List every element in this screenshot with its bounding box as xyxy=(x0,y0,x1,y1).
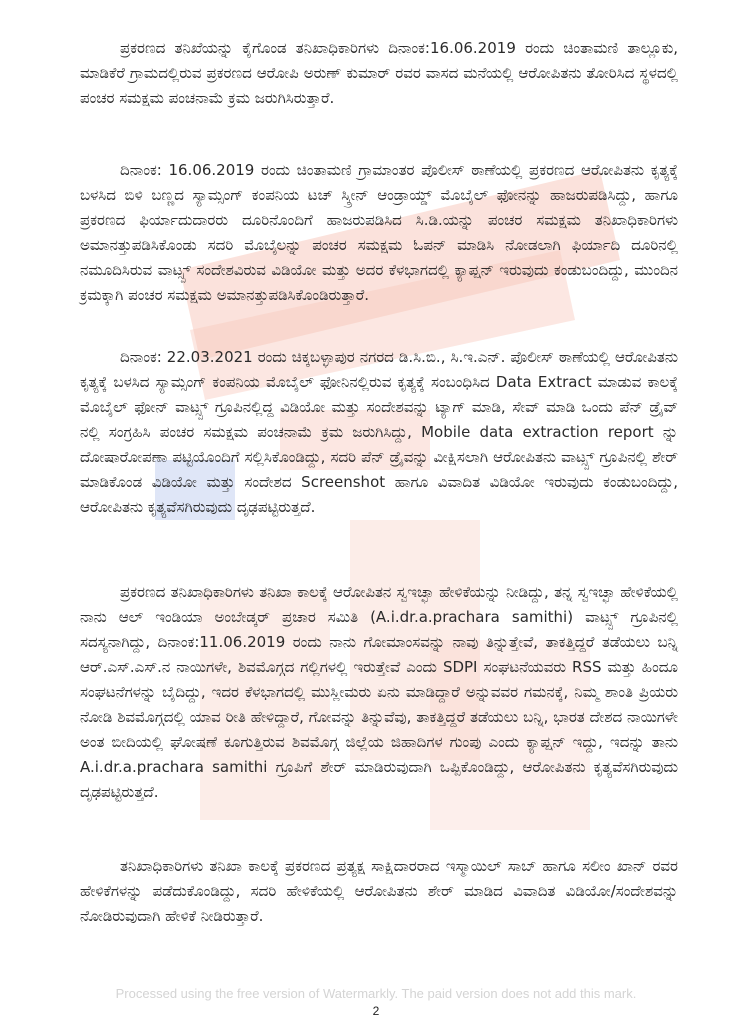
paragraph-voluntary-statement: ಪ್ರಕರಣದ ತನಿಖಾಧಿಕಾರಿಗಳು ತನಿಖಾ ಕಾಲಕ್ಕೆ ಆರೋಪಿತನ ಸ್ವಇಚ್ಛಾ ಹೇಳಿಕೆಯನ್ನು ನೀಡಿದ್ದು, ತನ್ನ ಸ್ವಇಚ್ಛಾ ಹೇಳಿಕೆಯಲ್ಲಿ ನಾನು ಆಲ್ ಇಂಡಿಯಾ ಅಂಬೇಡ್ಕರ್ ಪ್ರಚಾರ ಸಮಿತಿ (A.i.dr.a.prachara samithi) ವಾಟ್ಸ್ಪ್ ಗ್ರೂಪಿನಲ್ಲಿ ಸದಸ್ಯನಾಗಿದ್ದು, ದಿನಾಂಕ:11.06.2019 ರಂದು ನಾನು ಗೋಮಾಂಸವನ್ನು ನಾವು ತಿನ್ನುತ್ತೇವೆ, ತಾಕತ್ತಿದ್ದರೆ ತಡೆಯಲು ಬನ್ನಿ ಆರ್.ಎಸ್.ಎಸ್.ನ ನಾಯಿಗಳೇ, ಶಿವಮೊಗ್ಗದ ಗಲ್ಲಿಗಳಲ್ಲಿ ಇರುತ್ತೇವೆ ಎಂದು SDPI ಸಂಘಟನೆಯವರು RSS ಮತ್ತು ಹಿಂದೂ ಸಂಘಟನೆಗಳನ್ನು ಬೈದಿದ್ದು, ಇದರ ಕೆಳಭಾಗದಲ್ಲಿ ಮುಸ್ಲೀಮರು ಏನು ಮಾಡಿದ್ದಾರೆ ಅನ್ನುವವರ ಗಮನಕ್ಕೆ, ನಿಮ್ಮ ಶಾಂತಿ ಪ್ರಿಯರು ನೋಡಿ ಶಿವಮೊಗ್ಗದಲ್ಲಿ ಯಾವ ರೀತಿ ಹೇಳಿದ್ದಾರೆ, ಗೋವನ್ನು ತಿನ್ನುವೆವು, ತಾಕತ್ತಿದ್ದರೆ ತಡೆಯಲು ಬನ್ನಿ, ಭಾರತ ದೇಶದ ನಾಯಿಗಳೇ ಅಂತ ಬೀದಿಯಲ್ಲಿ ಘೋಷಣೆ ಕೂಗುತ್ತಿರುವ ಶಿವಮೊಗ್ಗ ಜಿಲ್ಲೆಯ ಜಿಹಾದಿಗಳ ಗುಂಪು ಎಂದು ಕ್ಯಾಪ್ಷನ್ ಇದ್ದು, ಇದನ್ನು ತಾನು A.i.dr.a.prachara samithi ಗ್ರೂಪಿಗೆ ಶೇರ್ ಮಾಡಿರುವುದಾಗಿ ಒಪ್ಪಿಕೊಂಡಿದ್ದು, ಆರೋಪಿತನು ಕೃತ್ಯವೆಸಗಿರುವುದು ದೃಢಪಟ್ಟಿರುತ್ತದೆ. xyxy=(80,583,678,801)
page-number: 2 xyxy=(372,1004,380,1018)
paragraph-data-extraction: ದಿನಾಂಕ: 22.03.2021 ರಂದು ಚಿಕ್ಕಬಳ್ಳಾಪುರ ನಗರದ ಡಿ.ಸಿ.ಬಿ., ಸಿ.ಇ.ಎನ್. ಪೊಲೀಸ್ ಠಾಣೆಯಲ್ಲಿ ಆರೋಪಿತನು ಕೃತ್ಯಕ್ಕೆ ಬಳಸಿದ ಸ್ಯಾಮ್ಸಂಗ್ ಕಂಪನಿಯ ಮೊಬೈಲ್ ಫೋನಿನಲ್ಲಿರುವ ಕೃತ್ಯಕ್ಕೆ ಸಂಬಂಧಿಸಿದ Data Extract ಮಾಡುವ ಕಾಲಕ್ಕೆ ಮೊಬೈಲ್ ಫೋನ್ ವಾಟ್ಸ್ಪ್ ಗ್ರೂಪಿನಲ್ಲಿದ್ದ ವಿಡಿಯೋ ಮತ್ತು ಸಂದೇಶವನ್ನು ಟ್ಯಾಗ್ ಮಾಡಿ, ಸೇವ್ ಮಾಡಿ ಒಂದು ಪೆನ್ ಡ್ರೈವ್ ನಲ್ಲಿ ಸಂಗ್ರಹಿಸಿ ಪಂಚರ ಸಮಕ್ಷಮ ಪಂಚನಾಮೆ ಕ್ರಮ ಜರುಗಿಸಿದ್ದು, Mobile data extraction report ನ್ನು ದೋಷಾರೋಪಣಾ ಪಟ್ಟಿಯೊಂದಿಗೆ ಸಲ್ಲಿಸಿಕೊಂಡಿದ್ದು, ಸದರಿ ಪೆನ್ ಡ್ರೈವನ್ನು ವೀಕ್ಷಿಸಲಾಗಿ ಆರೋಪಿತನು ವಾಟ್ಸ್ಪ್ ಗ್ರೂಪಿನಲ್ಲಿ ಶೇರ್ ಮಾಡಿಕೊಂಡ ವಿಡಿಯೋ ಮತ್ತು ಸಂದೇಶದ Screenshot ಹಾಗೂ ವಿವಾದಿತ ವಿಡಿಯೋ ಇರುವುದು ಕಂಡುಬಂದಿದ್ದು, ಆರೋಪಿತನು ಕೃತ್ಯವೆಸಗಿರುವುದು ದೃಢಪಟ್ಟಿರುತ್ತದೆ. xyxy=(80,348,678,516)
paragraph-witness-statements: ತನಿಖಾಧಿಕಾರಿಗಳು ತನಿಖಾ ಕಾಲಕ್ಕೆ ಪ್ರಕರಣದ ಪ್ರತ್ಯಕ್ಷ ಸಾಕ್ಷಿದಾರರಾದ ಇಸ್ಮಾಯಿಲ್ ಸಾಬ್ ಹಾಗೂ ಸಲೀಂ ಖಾನ್ ರವರ ಹೇಳಿಕೆಗಳನ್ನು ಪಡೆದುಕೊಂಡಿದ್ದು, ಸದರಿ ಹೇಳಿಕೆಯಲ್ಲಿ ಆರೋಪಿತನು ಶೇರ್ ಮಾಡಿದ ವಿವಾದಿತ ವಿಡಿಯೋ/ಸಂದೇಶವನ್ನು ನೋಡಿರುವುದಾಗಿ ಹೇಳಿಕೆ ನೀಡಿರುತ್ತಾರೆ. xyxy=(80,857,678,925)
paragraph-mobile-seizure: ದಿನಾಂಕ: 16.06.2019 ರಂದು ಚಿಂತಾಮಣಿ ಗ್ರಾಮಾಂತರ ಪೊಲೀಸ್ ಠಾಣೆಯಲ್ಲಿ ಪ್ರಕರಣದ ಆರೋಪಿತನು ಕೃತ್ಯಕ್ಕೆ ಬಳಸಿದ ಬಿಳಿ ಬಣ್ಣದ ಸ್ಯಾಮ್ಸಂಗ್ ಕಂಪನಿಯ ಟಚ್ ಸ್ಕ್ರೀನ್ ಆಂಡ್ರಾಯ್ಡ್ ಮೊಬೈಲ್ ಫೋನನ್ನು ಹಾಜರುಪಡಿಸಿದ್ದು, ಹಾಗೂ ಪ್ರಕರಣದ ಫಿರ್ಯಾದುದಾರರು ದೂರಿನೊಂದಿಗೆ ಹಾಜರುಪಡಿಸಿದ ಸಿ.ಡಿ.ಯನ್ನು ಪಂಚರ ಸಮಕ್ಷಮ ತನಿಖಾಧಿಕಾರಿಗಳು ಅಮಾನತ್ತುಪಡಿಸಿಕೊಂಡು ಸದರಿ ಮೊಬೈಲನ್ನು ಪಂಚರ ಸಮಕ್ಷಮ ಓಪನ್ ಮಾಡಿಸಿ ನೋಡಲಾಗಿ ಫಿರ್ಯಾದಿ ದೂರಿನಲ್ಲಿ ನಮೂದಿಸಿರುವ ವಾಟ್ಸ್ಪ್ ಸಂದೇಶವಿರುವ ವಿಡಿಯೋ ಮತ್ತು ಅದರ ಕೆಳಭಾಗದಲ್ಲಿ ಕ್ಯಾಪ್ಷನ್ ಇರುವುದು ಕಂಡುಬಂದಿದ್ದು, ಮುಂದಿನ ಕ್ರಮಕ್ಕಾಗಿ ಪಂಚರ ಸಮಕ್ಷಮ ಅಮಾನತ್ತುಪಡಿಸಿಕೊಂಡಿರುತ್ತಾರೆ. xyxy=(80,161,678,304)
paragraph-investigation-start: ಪ್ರಕರಣದ ತನಿಖೆಯನ್ನು ಕೈಗೊಂಡ ತನಿಖಾಧಿಕಾರಿಗಳು ದಿನಾಂಕ:16.06.2019 ರಂದು ಚಿಂತಾಮಣಿ ತಾಲ್ಲೂಕು, ಮಾಡಿಕೆರೆ ಗ್ರಾಮದಲ್ಲಿರುವ ಪ್ರಕರಣದ ಆರೋಪಿ ಅರುಣ್ ಕುಮಾರ್ ರವರ ವಾಸದ ಮನೆಯಲ್ಲಿ ಆರೋಪಿತನು ತೋರಿಸಿದ ಸ್ಥಳದಲ್ಲಿ ಪಂಚರ ಸಮಕ್ಷಮ ಪಂಚನಾಮೆ ಕ್ರಮ ಜರುಗಿಸಿರುತ್ತಾರೆ. xyxy=(80,39,678,107)
footer-watermark-text: Processed using the free version of Watermarkly. The paid version does not add this mark. xyxy=(115,986,637,1001)
